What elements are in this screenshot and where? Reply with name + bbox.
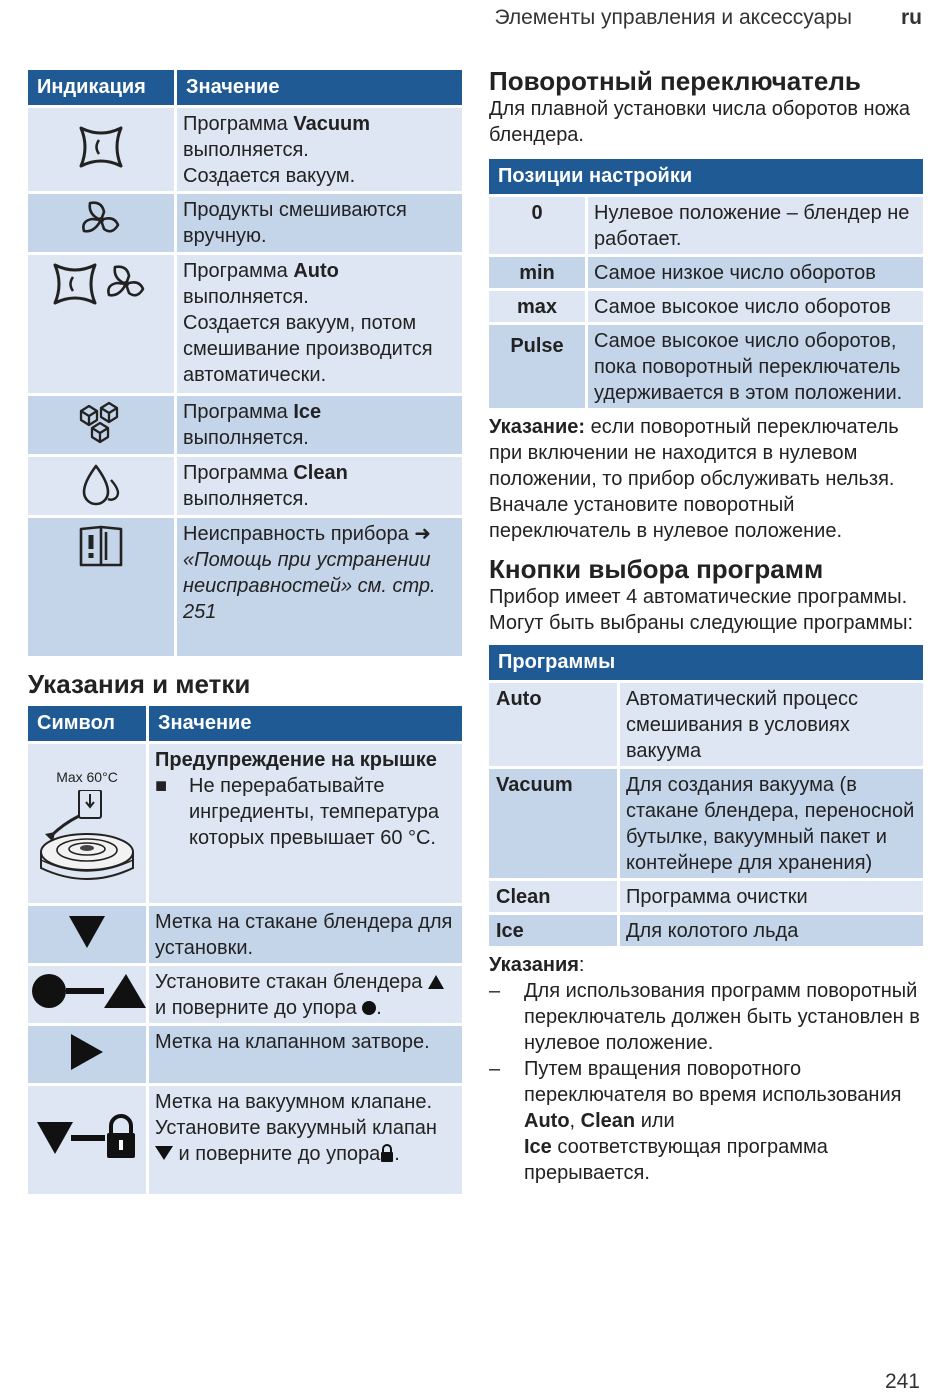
symbol-header: Символ [28,706,146,741]
row-text: и поверните до упора [173,1143,381,1165]
notes-label: Указания [489,954,579,976]
position-key: min [489,257,585,288]
dash-marker: – [489,980,501,1002]
programs-table [489,642,923,949]
row-text: Метка на клапанном затворе. [155,1031,430,1053]
bullet-square-icon: ■ [155,775,168,797]
table-row [489,881,923,912]
row-text: выполняется. [183,427,309,449]
table-row [489,257,923,288]
position-key: Pulse [489,325,585,408]
rotary-section-title: Поворотный переключатель [489,66,861,96]
table-row [489,291,923,322]
program-key: Ice [489,915,617,946]
triangle-down-icon [155,1146,173,1160]
row-text: выполняется. [183,488,309,510]
row-text: Неисправность прибора [183,523,415,545]
row-text: Программа [183,401,294,423]
table-row [28,1086,462,1194]
program-key: Clean [489,881,617,912]
program-key: Auto [489,683,617,766]
row-text: Продукты смешиваются вручную. [183,199,407,247]
rotary-table-header: Позиции настройки [489,159,923,194]
program-name: Ice [293,401,322,423]
lock-icon [380,1144,394,1162]
fault-book-icon [78,524,124,568]
table-row [28,108,462,191]
vacuum-fan-icon [51,261,151,307]
triangle-right-icon [69,1032,105,1072]
position-value: Самое высокое число оборотов [585,291,923,322]
row-text: выполняется. [183,286,309,308]
table-row [28,966,462,1023]
position-value: Нулевое положение – блендер не работает. [585,197,923,254]
note-text: Путем вращения поворотного переключателя во время использования [524,1058,902,1106]
rotary-positions-table [489,156,923,411]
programs-notes-heading [489,952,923,978]
table-row [489,769,923,878]
row-text: Метка на стакане блендера для установки. [155,911,453,959]
page-number: 241 [884,1370,920,1393]
row-text: Создается вакуум, потом смешивание производится автоматически. [183,312,433,386]
program-value: Автоматический процесс смешивания в условиях вакуума [617,683,923,766]
program-value: Для создания вакуума (в стакане блендера, переносной бутылке, вакуумный пакет и контейнере для хранения) [617,769,923,878]
row-text: Метка на вакуумном клапане. Установите вакуумный клапан [155,1091,437,1139]
position-value: Самое высокое число оборотов, пока поворотный переключатель удерживается в этом положении. [585,325,923,408]
table-row [28,1026,462,1083]
position-key: 0 [489,197,585,254]
note-text: или [635,1110,675,1132]
table-row [489,197,923,254]
notes-section-title: Указания и метки [28,669,251,699]
vacuum-icon [77,124,125,170]
program-name: Auto [293,260,339,282]
drop-icon [78,460,124,506]
notes-table [28,703,462,1197]
table-row [28,457,462,515]
position-value: Самое низкое число оборотов [585,257,923,288]
indication-table [28,67,462,659]
program-name: Clean [293,462,348,484]
row-text: Не перерабатывайте ингредиенты, температура которых превышает 60 °C. [189,775,439,849]
rotary-intro: Для плавной установки числа оборотов ножа блендера. [489,98,910,146]
program-name: Clean [580,1110,636,1132]
table-row [28,396,462,454]
programs-table-header: Программы [489,645,923,680]
program-name: Ice [524,1136,552,1158]
triangle-up-icon [428,975,444,989]
row-text: . [376,997,382,1019]
rotary-note [489,414,923,544]
arrow-icon: ➜ [414,523,432,545]
program-value: Программа очистки [617,881,923,912]
program-name: Vacuum [293,113,371,135]
lid-warning-icon [33,790,141,894]
row-text: . [394,1143,400,1165]
table-row [28,744,462,903]
table-row [489,325,923,408]
indication-header: Индикация [28,70,174,105]
row-text: Установите стакан блендера [155,971,428,993]
row-text: Программа [183,260,294,282]
note-text: если поворотный переключатель при включении не находится в нулевом положении, то прибор обслуживать нельзя. Вначале установите поворотный переключатель в нулевое положение. [489,416,899,542]
row-text: Программа [183,113,294,135]
circle-icon [362,1001,376,1015]
table-row [489,683,923,766]
lid-label: Max 60°C [56,769,118,785]
circle-to-triangle-icon [30,971,146,1011]
table-row [28,255,462,393]
row-text: и поверните до упора [155,997,363,1019]
header-title: Элементы управления и аксессуары [494,6,852,29]
program-value: Для колотого льда [617,915,923,946]
table-row [489,915,923,946]
note-text: Для использования программ поворотный переключатель должен быть установлен в нулевое положение. [524,980,920,1054]
row-text: Создается вакуум. [183,165,356,187]
triangle-to-lock-icon [35,1114,139,1160]
position-key: max [489,291,585,322]
right-column [489,66,923,1186]
programs-section-title: Кнопки выбора программ [489,554,824,584]
fan-icon [78,197,124,243]
ice-cubes-icon [78,399,124,445]
row-text: Программа [183,462,294,484]
triangle-down-icon [67,914,107,950]
meaning-header: Значение [174,70,462,105]
note-text: соответствующая программа прерывается. [524,1136,828,1184]
left-column [28,70,462,1197]
note-label: Указание: [489,416,586,438]
list-item [489,978,923,1056]
program-name: Auto [524,1110,570,1132]
table-row [28,194,462,252]
list-item [489,1056,923,1186]
table-row [28,518,462,656]
note-text: , [569,1110,581,1132]
meaning-header: Значение [146,706,462,741]
table-row [28,906,462,963]
lid-warning-title: Предупреждение на крышке [155,749,437,771]
row-text: выполняется. [183,139,309,161]
help-reference: «Помощь при устранении неисправностей» см. стр. 251 [183,549,436,623]
programs-intro: Прибор имеет 4 автоматические программы. Могут быть выбраны следующие программы: [489,586,914,634]
header-language: ru [901,6,922,29]
notes-colon: : [578,954,585,976]
programs-notes-list [489,978,923,1186]
program-key: Vacuum [489,769,617,878]
dash-marker: – [489,1058,501,1080]
